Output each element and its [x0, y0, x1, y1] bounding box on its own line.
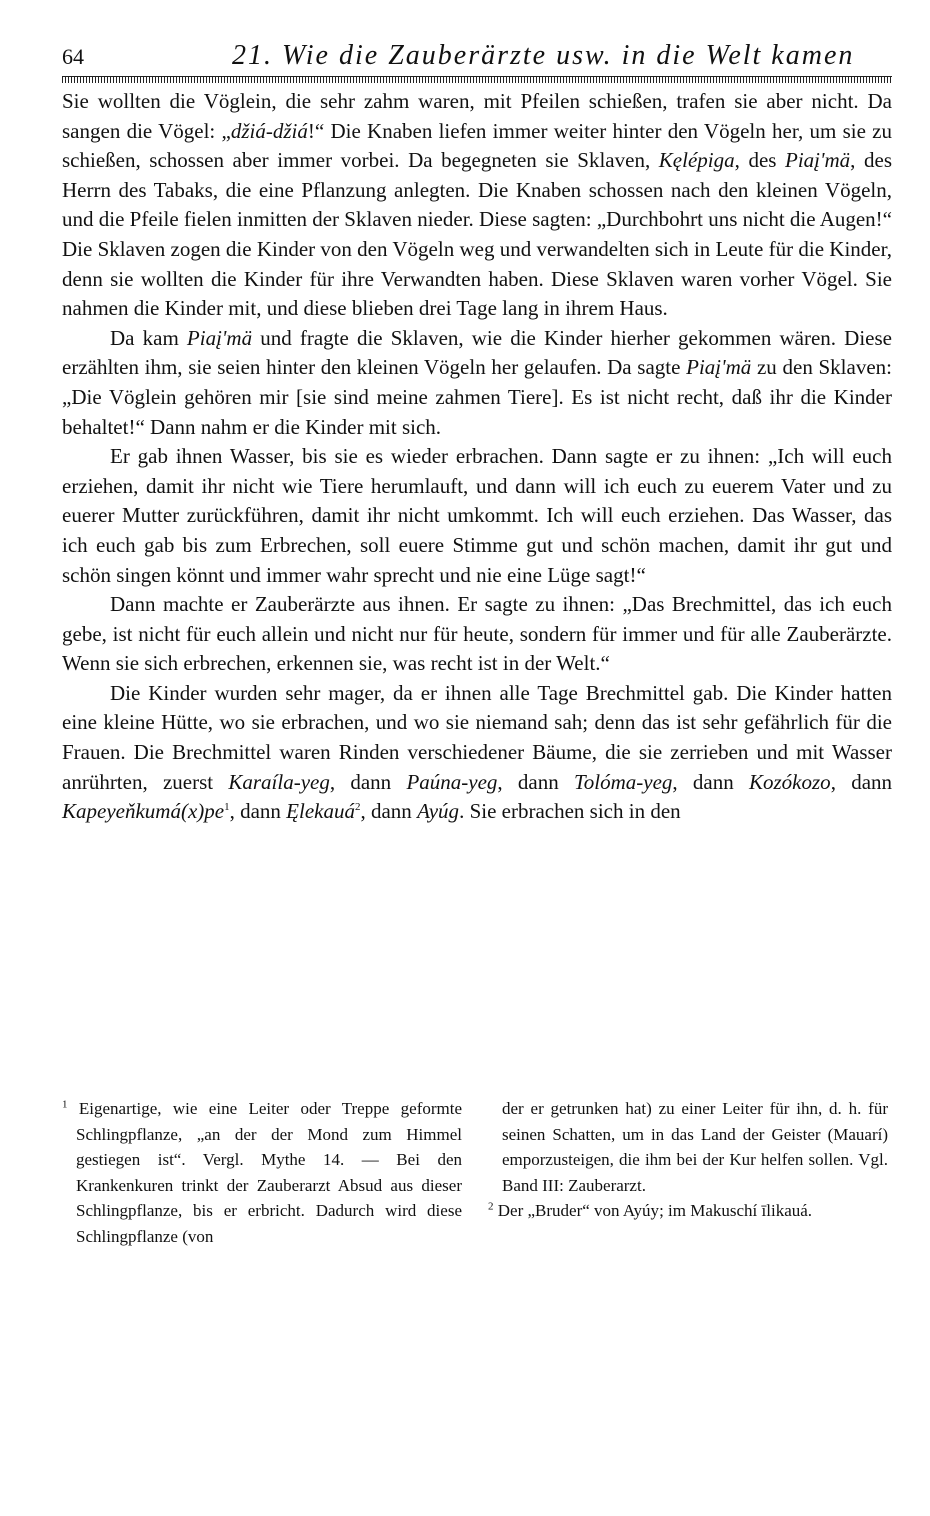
text-run: Da kam — [110, 325, 187, 350]
text-run: , des — [734, 148, 786, 173]
paragraph — [62, 679, 892, 827]
italic-term: Kozókozo — [749, 769, 831, 794]
text-run: Er gab ihnen Wasser, bis sie es wieder erbrachen. Dann sagte er zu ihnen: „Ich will euch erziehen, damit ihr nicht wie Tiere herumlauft, und dann will ich euch zu euerem Vater und zu euerer Mutter zurückführen, damit ihr nicht umkommt. Ich will euch erziehen. Das Wasser, das ich euch gab bis zum Erbrechen, soll euere Stimme gut und schön machen, damit ihr gut und schön singen könnt und immer wahr sprecht und nie eine Lüge sagt!“ — [62, 444, 892, 587]
text-run: !“ Die Knaben liefen immer weiter hinter den Vögeln her, um sie zu schießen, schossen aber immer vorbei. Da begegneten sie Sklaven, — [62, 118, 892, 173]
footnote — [488, 1198, 888, 1224]
footnote-number: 1 — [62, 1098, 68, 1111]
page-number: 64 — [62, 44, 84, 69]
paragraph — [62, 590, 892, 679]
text-run: , des Herrn des Tabaks, die eine Pflanzung anlegten. Die Knaben schossen nach den kleinen Vögeln, und die Pfeile fielen inmitten der Sklaven nieder. Diese sagten: „Durchbohrt uns nicht die Augen!“ Die Sklaven zogen die Kinder von den Vögeln weg und verwandelten sich in Leute für die Kinder, denn sie wollten die Kinder für ihre Verwandten haben. Diese Sklaven waren vorher Vögel. Sie nahmen die Kinder mit, und diese blieben drei Tage lang in ihrem Haus. — [62, 148, 892, 321]
italic-term: Karaíla-yeg — [228, 769, 330, 794]
book-page — [62, 40, 892, 827]
italic-term: džiá-džiá — [230, 118, 308, 143]
paragraph — [62, 324, 892, 442]
italic-term: Piaį'mä — [785, 148, 851, 173]
italic-term: Ayúy — [622, 1201, 660, 1220]
text-run: Die Kinder wurden sehr mager, da er ihnen alle Tage Brechmittel gab. Die Kinder hatten eine kleine Hütte, wo sie erbrachen, und wo sie niemand sah; denn das ist sehr gefährlich für die Frauen. Die Brechmittel waren Rinden verschiedener Bäume, die sie zerrieben und mit Wasser anrührten, zuerst — [62, 680, 892, 794]
footnote-marker: 2 — [354, 801, 361, 814]
text-run: , dann — [360, 799, 418, 824]
text-run: zu den Sklaven: „Die Vöglein gehören mir [sie sind meine zahmen Tiere]. Es ist nicht recht, daß ihr die Kinder behaltet!“ Dann nahm er die Kinder mit sich. — [62, 355, 892, 439]
running-title: 21. Wie die Zauberärzte usw. in die Welt kamen — [232, 40, 855, 71]
footnote — [62, 1096, 462, 1249]
italic-term: Piaį'mä — [186, 325, 253, 350]
italic-term: Ęlekauá — [286, 799, 355, 824]
italic-term: Piaį'mä — [686, 355, 752, 380]
italic-term: Ayúg — [417, 799, 460, 824]
text-run: . — [807, 1201, 813, 1220]
text-run: ; im Makuschí — [659, 1201, 762, 1220]
footnotes-left-column — [62, 1096, 462, 1249]
italic-term: īlikauá — [761, 1201, 808, 1220]
body-text — [62, 87, 892, 827]
italic-term: Kapeyeňkumá(x)pe — [62, 799, 225, 824]
paragraph — [62, 442, 892, 590]
footnotes-right-column — [488, 1096, 888, 1249]
text-run: , dann — [497, 769, 575, 794]
footnote-number: 2 — [488, 1200, 494, 1213]
italic-term: Paúna-yeg — [406, 769, 498, 794]
footnotes — [62, 1096, 888, 1249]
text-run: Eigenartige, wie eine Leiter oder Treppe geformte Schlingpflanze, „an der der Mond zum Himmel gestiegen ist“. Vergl. Mythe 14. — Bei den Krankenkuren trinkt der Zauberarzt Absud aus dieser Schlingpflanze, bis er erbricht. Dadurch wird diese Schlingpflanze (von — [76, 1099, 463, 1246]
header-rule — [62, 76, 892, 83]
footnote-marker: 1 — [224, 801, 230, 814]
text-run: ) emporzusteigen, die ihm bei der Kur helfen sollen. Vgl. Band III: Zauberarzt. — [502, 1124, 888, 1195]
text-run: der er getrunken hat) zu einer Leiter für ihn, d. h. für seinen Schatten, um in das Land der Geister ( — [502, 1099, 888, 1144]
text-run: , dann — [672, 769, 749, 794]
text-run: und fragte die Sklaven, wie die Kinder hierher gekommen wären. Diese erzählten ihm, sie seien hinter den kleinen Vögeln her gelaufen. Da sagte — [62, 325, 892, 380]
paragraph — [62, 87, 892, 324]
italic-term: Kęlépiga — [658, 148, 735, 173]
italic-term: Mauarí — [833, 1124, 883, 1144]
text-run: , dann — [329, 769, 407, 794]
text-run: Sie wollten die Vöglein, die sehr zahm waren, mit Pfeilen schießen, trafen sie aber nicht. Da sangen die Vögel: „ — [62, 89, 892, 143]
text-run: . Sie erbrachen sich in den — [459, 799, 681, 824]
text-run: Dann machte er Zauberärzte aus ihnen. Er sagte zu ihnen: „Das Brechmittel, das ich euch gebe, ist nicht für euch allein und nicht nur für heute, sondern für immer und für alle Zauberärzte. Wenn sie sich erbrechen, erkennen sie, was recht ist in der Welt.“ — [62, 592, 892, 676]
text-run: , dann — [229, 799, 287, 824]
running-header — [62, 40, 892, 74]
footnote — [488, 1096, 888, 1198]
italic-term: Tolóma-yeg — [574, 769, 673, 794]
text-run: , dann — [830, 769, 893, 794]
text-run: Der „Bruder“ von — [497, 1201, 623, 1220]
